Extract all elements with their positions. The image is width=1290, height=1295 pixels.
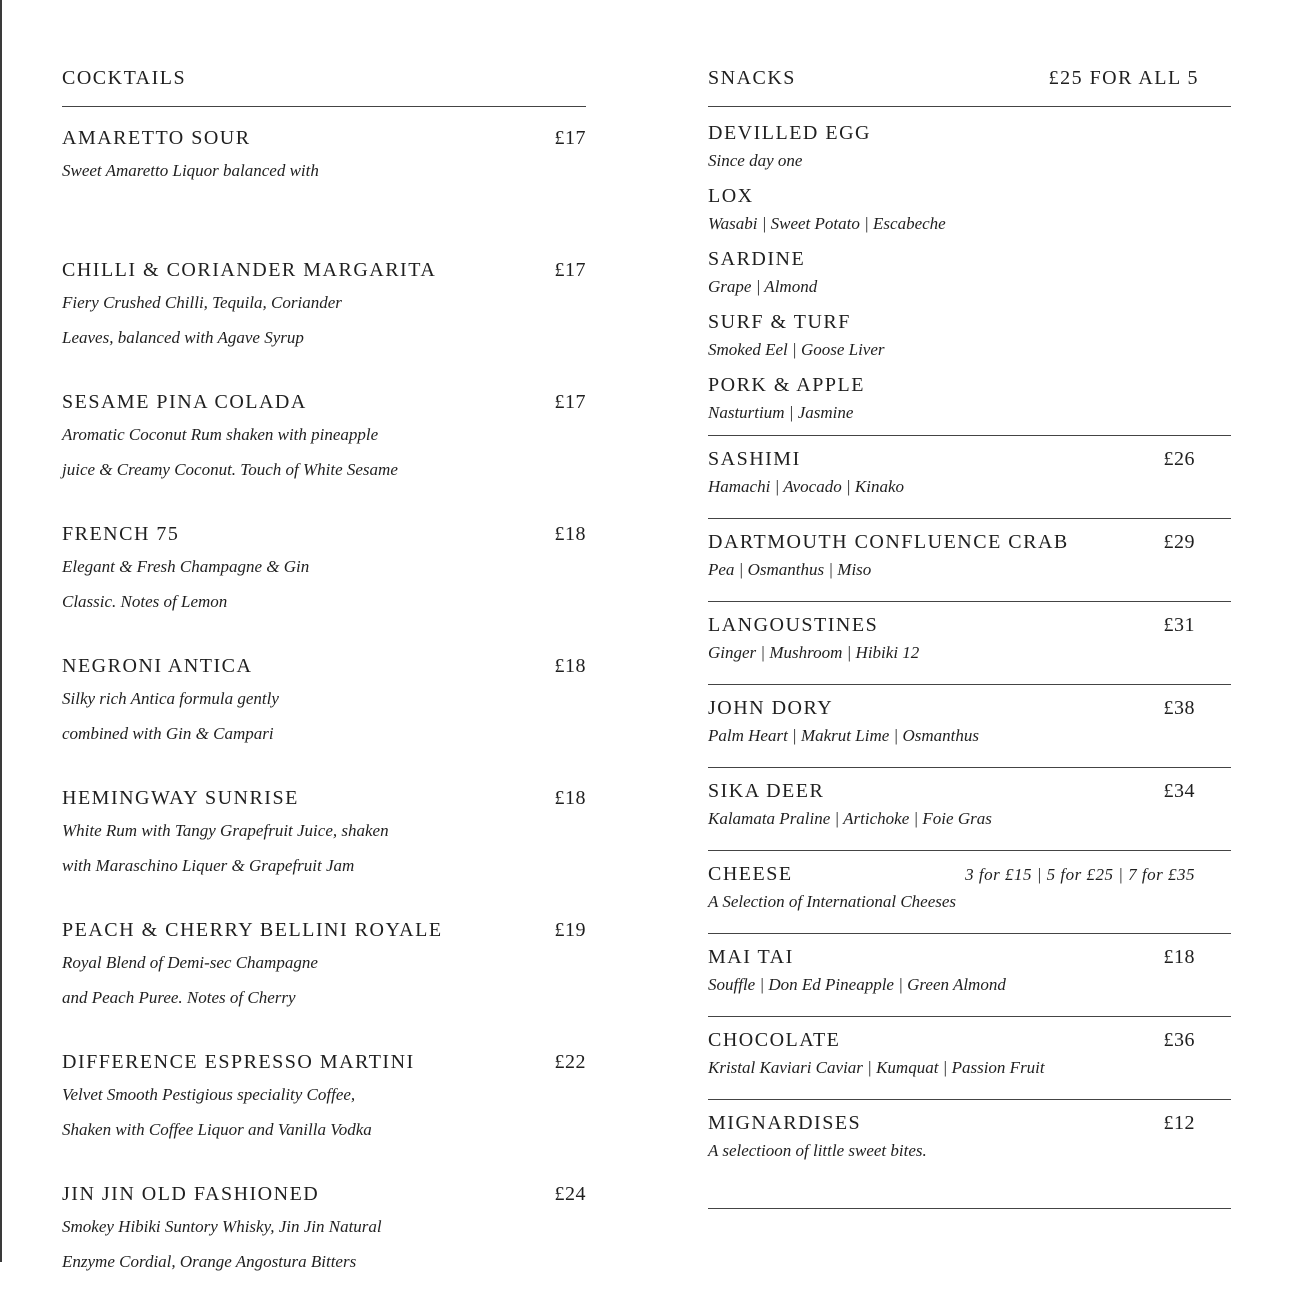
dish-price: £34 [1163,780,1195,802]
cocktail-name: FRENCH 75 [62,523,180,545]
cocktail-description-line: and Peach Puree. Notes of Cherry [62,988,296,1007]
dish-item [708,685,1231,767]
cocktail-item [62,651,586,767]
snack-description: Nasturtium | Jasmine [708,403,854,422]
cocktail-description-line: Smokey Hibiki Suntory Whisky, Jin Jin Natural [62,1217,382,1236]
dish-description: Palm Heart | Makrut Lime | Osmanthus [708,726,979,745]
cheese-price-options: 3 for £15 | 5 for £25 | 7 for £35 [965,865,1195,884]
cocktail-description-line: Sweet Amaretto Liquor balanced with [62,161,319,180]
snack-item [708,309,1231,364]
snacks-heading: SNACKS [708,67,796,89]
snack-item [708,372,1231,427]
snack-item [708,120,1231,175]
cocktail-description-line: Classic. Notes of Lemon [62,592,228,611]
snack-description: Since day one [708,151,803,170]
dish-name: MIGNARDISES [708,1112,862,1134]
cocktail-item [62,1047,586,1163]
snack-name: DEVILLED EGG [708,122,871,144]
cocktail-price: £17 [554,127,586,149]
dish-name: DARTMOUTH CONFLUENCE CRAB [708,531,1069,553]
cocktail-name: AMARETTO SOUR [62,127,251,149]
cocktail-item [62,123,586,239]
cocktail-price: £18 [554,787,586,809]
dish-name: SASHIMI [708,448,801,470]
snack-description: Grape | Almond [708,277,818,296]
cocktail-price: £17 [554,259,586,281]
snacks-list [708,107,1231,435]
dish-price: £38 [1163,697,1195,719]
cocktail-description-line: Velvet Smooth Pestigious speciality Coffee, [62,1085,356,1104]
dish-description: Kristal Kaviari Caviar | Kumquat | Passion Fruit [708,1058,1045,1077]
dish-item [708,519,1231,601]
cocktail-description-line: Silky rich Antica formula gently [62,689,279,708]
cocktail-item [62,255,586,371]
cocktail-item [62,519,586,635]
closing-divider [708,1208,1231,1209]
snacks-header [708,60,1231,96]
cocktail-name: PEACH & CHERRY BELLINI ROYALE [62,919,443,941]
dish-item [708,851,1231,933]
dish-description: Souffle | Don Ed Pineapple | Green Almond [708,975,1006,994]
dish-price: £29 [1163,531,1195,553]
dish-description: Kalamata Praline | Artichoke | Foie Gras [708,809,992,828]
snack-description: Smoked Eel | Goose Liver [708,340,885,359]
cocktail-item [62,1179,586,1295]
dish-name: CHOCOLATE [708,1029,841,1051]
cocktail-price: £18 [554,523,586,545]
cocktail-description-line: Aromatic Coconut Rum shaken with pineapple [62,425,379,444]
cocktail-price: £18 [554,655,586,677]
cocktails-heading: COCKTAILS [62,67,187,89]
dish-description: A Selection of International Cheeses [708,892,957,911]
snack-name: PORK & APPLE [708,374,865,396]
cocktail-description-line: Leaves, balanced with Agave Syrup [62,328,304,347]
bottom-spacer [708,1182,1231,1208]
snacks-offer: £25 FOR ALL 5 [1048,67,1199,89]
dish-name: JOHN DORY [708,697,834,719]
snack-item [708,183,1231,238]
dish-description: Pea | Osmanthus | Miso [708,560,872,579]
cocktail-description-line: Fiery Crushed Chilli, Tequila, Coriander [62,293,342,312]
cocktail-price: £19 [554,919,586,941]
dish-item [708,1017,1231,1099]
cocktails-header [62,60,586,96]
cocktail-price: £22 [554,1051,586,1073]
dish-item [708,602,1231,684]
cocktail-description-line: with Maraschino Liquer & Grapefruit Jam [62,856,355,875]
dish-item [708,1100,1231,1182]
cocktail-price: £17 [554,391,586,413]
cocktail-item [62,387,586,503]
cocktail-name: JIN JIN OLD FASHIONED [62,1183,320,1205]
dish-item [708,436,1231,518]
cocktail-name: DIFFERENCE ESPRESSO MARTINI [62,1051,415,1073]
snack-description: Wasabi | Sweet Potato | Escabeche [708,214,946,233]
snack-item [708,246,1231,301]
dish-name: MAI TAI [708,946,794,968]
cocktail-item [62,915,586,1031]
cocktail-description-line: Elegant & Fresh Champagne & Gin [62,557,310,576]
cocktail-description-line: Enzyme Cordial, Orange Angostura Bitters [62,1252,357,1271]
dish-item [708,934,1231,1016]
snack-name: SARDINE [708,248,806,270]
cocktail-name: HEMINGWAY SUNRISE [62,787,299,809]
dish-name: CHEESE [708,863,793,885]
dish-description: Hamachi | Avocado | Kinako [708,477,905,496]
cocktail-name: NEGRONI ANTICA [62,655,253,677]
dish-description: Ginger | Mushroom | Hibiki 12 [708,643,920,662]
page-edge [0,0,2,1262]
cocktail-description-line: juice & Creamy Coconut. Touch of White Sesame [62,460,398,479]
dish-price: £26 [1163,448,1195,470]
food-section [708,60,1231,1209]
dish-price: £36 [1163,1029,1195,1051]
dish-name: LANGOUSTINES [708,614,879,636]
cocktail-description-line: Shaken with Coffee Liquor and Vanilla Vodka [62,1120,372,1139]
cocktails-divider [62,106,586,107]
dish-description: A selectioon of little sweet bites. [708,1141,927,1160]
dish-name: SIKA DEER [708,780,825,802]
dish-price: £31 [1163,614,1195,636]
cocktail-description-line: Royal Blend of Demi-sec Champagne [62,953,318,972]
cocktail-name: CHILLI & CORIANDER MARGARITA [62,259,437,281]
snack-name: SURF & TURF [708,311,851,333]
dish-item [708,768,1231,850]
cocktails-section [62,60,586,1295]
cocktail-name: SESAME PINA COLADA [62,391,307,413]
dish-price: £12 [1163,1112,1195,1134]
cocktail-item [62,783,586,899]
snack-name: LOX [708,185,754,207]
cocktail-description-line: White Rum with Tangy Grapefruit Juice, shaken [62,821,389,840]
cocktail-description-line: combined with Gin & Campari [62,724,274,743]
dish-price: £18 [1163,946,1195,968]
cocktail-price: £24 [554,1183,586,1205]
